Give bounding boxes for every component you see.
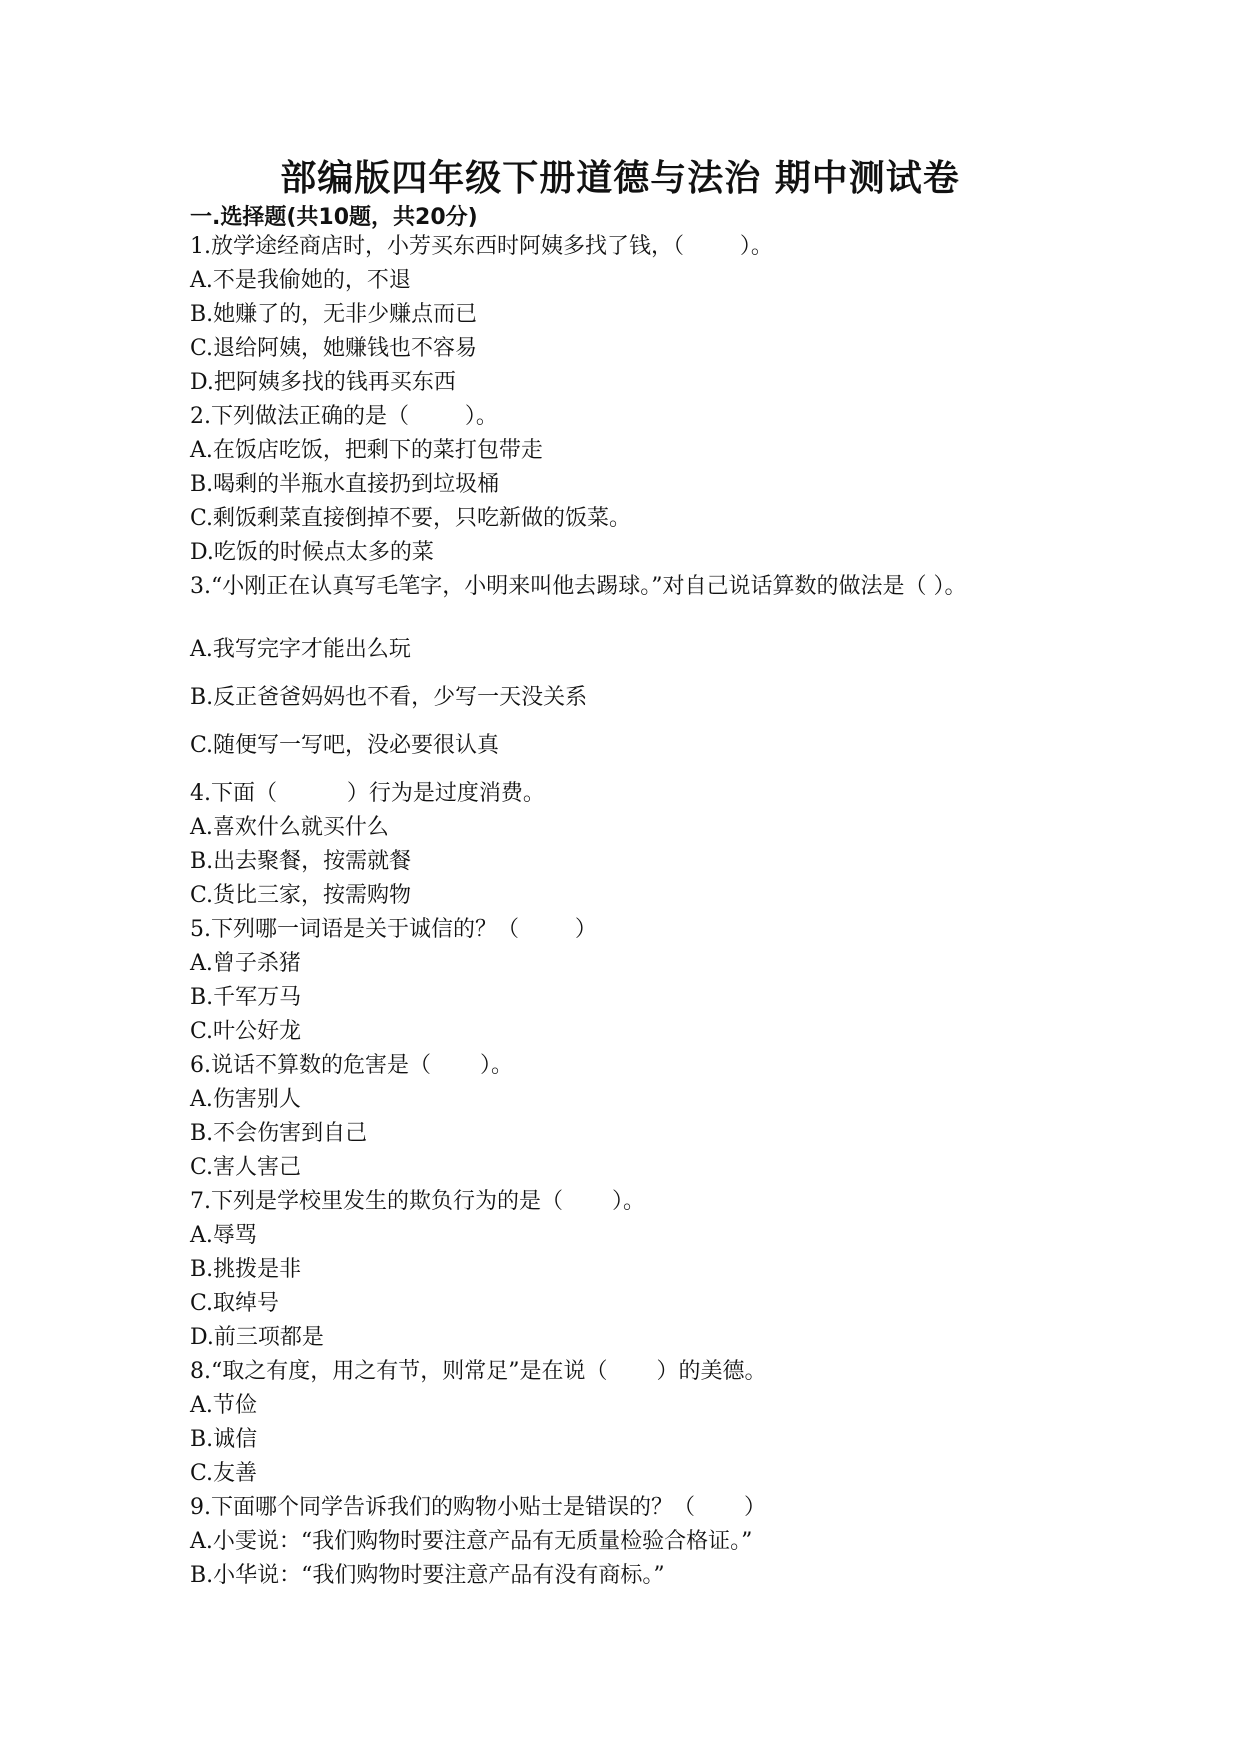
question-3-option-a: A.我写完字才能出么玩	[190, 637, 411, 662]
question-5-stem: 5.下列哪一词语是关于诚信的？（ ）	[190, 917, 597, 942]
question-2-option-a: A.在饭店吃饭，把剩下的菜打包带走	[190, 438, 543, 463]
page-title: 部编版四年级下册道德与法治 期中测试卷	[280, 158, 960, 199]
question-8-option-b: B.诚信	[190, 1427, 258, 1452]
question-2-stem: 2.下列做法正确的是（ ）。	[190, 404, 498, 429]
question-1-option-b: B.她赚了的，无非少赚点而已	[190, 302, 478, 327]
question-4-option-a: A.喜欢什么就买什么	[190, 815, 389, 840]
question-5-option-c: C.叶公好龙	[190, 1019, 302, 1044]
question-3-option-b: B.反正爸爸妈妈也不看，少写一天没关系	[190, 685, 588, 710]
question-2-option-b: B.喝剩的半瓶水直接扔到垃圾桶	[190, 472, 500, 497]
question-4-option-b: B.出去聚餐，按需就餐	[190, 849, 412, 874]
question-1-option-c: C.退给阿姨，她赚钱也不容易	[190, 336, 478, 361]
question-9-option-b: B.小华说：“我们购物时要注意产品有没有商标。”	[190, 1563, 665, 1588]
question-8-stem: 8.“取之有度，用之有节，则常足”是在说（ ）的美德。	[190, 1359, 767, 1384]
question-2-option-d: D.吃饭的时候点太多的菜	[190, 540, 434, 565]
question-9-option-a: A.小雯说：“我们购物时要注意产品有无质量检验合格证。”	[190, 1529, 753, 1554]
question-8-option-a: A.节俭	[190, 1393, 257, 1418]
question-1-stem: 1.放学途经商店时，小芳买东西时阿姨多找了钱，（ ）。	[190, 234, 773, 259]
question-7-stem: 7.下列是学校里发生的欺负行为的是（ ）。	[190, 1189, 645, 1214]
question-7-option-d: D.前三项都是	[190, 1325, 324, 1350]
question-7-option-a: A.辱骂	[190, 1223, 257, 1248]
question-2-option-c: C.剩饭剩菜直接倒掉不要，只吃新做的饭菜。	[190, 506, 632, 531]
question-3-stem: 3.“小刚正在认真写毛笔字，小明来叫他去踢球。”对自己说话算数的做法是（ ）。	[190, 574, 967, 599]
question-4-option-c: C.货比三家，按需购物	[190, 883, 412, 908]
section-heading: 一.选择题(共10题，共20分)	[190, 205, 478, 230]
question-9-stem: 9.下面哪个同学告诉我们的购物小贴士是错误的？（ ）	[190, 1495, 766, 1520]
question-1-option-a: A.不是我偷她的，不退	[190, 268, 411, 293]
question-6-option-a: A.伤害别人	[190, 1087, 301, 1112]
question-8-option-c: C.友善	[190, 1461, 258, 1486]
question-1-option-d: D.把阿姨多找的钱再买东西	[190, 370, 456, 395]
question-5-option-b: B.千军万马	[190, 985, 302, 1010]
question-5-option-a: A.曾子杀猪	[190, 951, 301, 976]
question-3-option-c: C.随便写一写吧，没必要很认真	[190, 733, 500, 758]
question-4-stem: 4.下面（ ）行为是过度消费。	[190, 781, 545, 806]
question-6-stem: 6.说话不算数的危害是（ ）。	[190, 1053, 513, 1078]
question-7-option-c: C.取绰号	[190, 1291, 280, 1316]
question-7-option-b: B.挑拨是非	[190, 1257, 302, 1282]
question-6-option-b: B.不会伤害到自己	[190, 1121, 368, 1146]
question-6-option-c: C.害人害己	[190, 1155, 302, 1180]
